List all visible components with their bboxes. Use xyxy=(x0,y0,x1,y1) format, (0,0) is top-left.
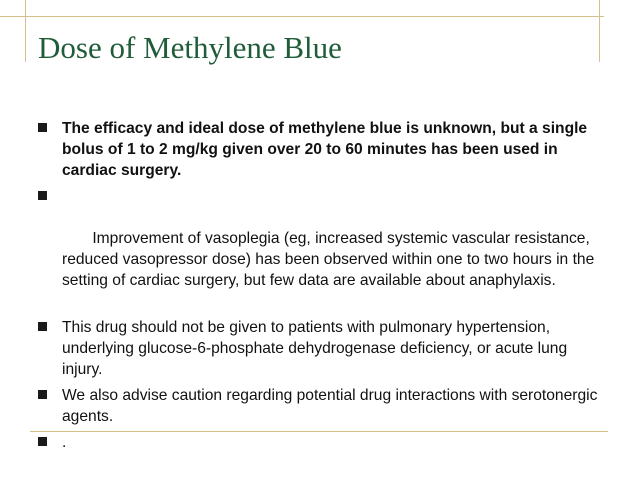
right-rule xyxy=(599,0,600,62)
bullet-text: Improvement of vasoplegia (eg, increased systemic vascular resistance, reduced vasopressor dose) has been observed within one to two hours in the setting of cardiac surgery, but few data are available about anaphylaxis. xyxy=(62,230,599,289)
bullet-item xyxy=(38,432,598,453)
bullet-text: We also advise caution regarding potential drug interactions with serotonergic agents. xyxy=(62,387,598,425)
bottom-rule xyxy=(30,431,608,432)
bullet-text: . xyxy=(62,434,67,451)
bullet-text: The efficacy and ideal dose of methylene blue is unknown, but a single bolus of 1 to 2 mg/kg given over 20 to 60 minutes has been used in cardiac surgery. xyxy=(62,120,588,179)
bullet-item xyxy=(38,385,598,427)
square-bullet-icon xyxy=(38,191,47,200)
left-rule xyxy=(25,0,26,62)
bullet-item xyxy=(38,186,598,312)
bullet-list xyxy=(38,118,598,458)
square-bullet-icon xyxy=(38,390,47,399)
slide-title: Dose of Methylene Blue xyxy=(38,30,342,65)
square-bullet-icon xyxy=(38,322,47,331)
top-rule xyxy=(0,16,604,17)
bullet-item xyxy=(38,118,598,181)
bullet-text: This drug should not be given to patients with pulmonary hypertension, underlying glucose-6-phosphate dehydrogenase deficiency, or acute lung injury. xyxy=(62,319,568,378)
square-bullet-icon xyxy=(38,437,47,446)
bullet-item xyxy=(38,317,598,380)
square-bullet-icon xyxy=(38,123,47,132)
